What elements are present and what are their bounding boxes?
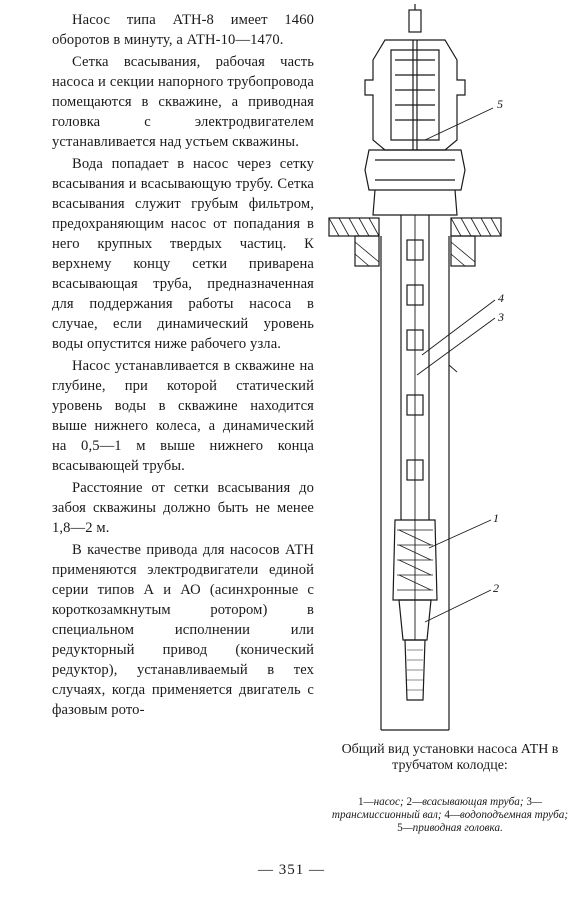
pump-figure bbox=[325, 0, 583, 740]
body-text-column bbox=[52, 10, 314, 722]
label-3: 3 bbox=[498, 310, 504, 324]
foundation-right bbox=[451, 218, 501, 266]
page-number: — 351 — bbox=[258, 862, 325, 878]
drive-head-housing bbox=[365, 40, 465, 150]
pump-drawing bbox=[325, 0, 583, 740]
paragraph: В качестве привода для насосов АТН применяются электродвигатели единой серии типов А и АО (асинхронные с короткозамкнутым ротором) в специальном исполнении или редукторный привод (конический редуктор), устанавливаемый в тех случаях, когда применяется двигатель с фазовым рото- bbox=[52, 542, 314, 718]
foundation-left bbox=[329, 218, 379, 266]
figure-caption: Общий вид установки насоса АТН в трубчатом колодце: bbox=[341, 742, 559, 773]
top-coupling bbox=[409, 10, 421, 32]
paragraph: Вода попадает в насос через сетку всасывания и всасывающую трубу. Сетка всасывания служит грубым фильтром, предохраняющим насос от попадания в него крупных твердых частиц. К верхнему концу сетки приварена всасывающая труба, предназначенная для поддержания работы насоса в случае, если динамический уровень воды опустится ниже рабочего узла. bbox=[52, 156, 314, 352]
paragraph: Насос устанавливается в скважине на глубине, при которой статический уровень воды в скважине находится выше нижнего колеса, а динамический на 0,5—1 м выше нижнего конца всасывающей трубы. bbox=[52, 358, 314, 474]
paragraph: Насос типа АТН-8 имеет 1460 оборотов в минуту, а АТН-10—1470. bbox=[52, 12, 314, 48]
label-2: 2 bbox=[493, 581, 499, 595]
figure-legend: 1—насос; 2—всасывающая труба; 3—трансмиссионный вал; 4—водоподъемная труба; 5—приводная головка. bbox=[331, 796, 569, 834]
paragraph: Сетка всасывания, рабочая часть насоса и секции напорного трубопровода помещаются в скважине, а приводная головка с электродвигателем устанавливается над устьем скважины. bbox=[52, 54, 314, 150]
legend-text: приводная головка. bbox=[412, 822, 503, 834]
label-4: 4 bbox=[498, 291, 504, 305]
label-5: 5 bbox=[497, 97, 503, 111]
head-base bbox=[365, 150, 465, 190]
legend-num: 5 bbox=[397, 822, 403, 834]
paragraph: Расстояние от сетки всасывания до забоя скважины должно быть не менее 1,8—2 м. bbox=[52, 480, 314, 536]
legend-text: водоподъемная труба; bbox=[459, 809, 569, 821]
legend-text: всасывающая труба; bbox=[422, 796, 524, 808]
label-1: 1 bbox=[493, 511, 499, 525]
legend-num: 3 bbox=[526, 796, 532, 808]
legend-text: насос; bbox=[373, 796, 404, 808]
legend-num: 2 bbox=[406, 796, 413, 808]
legend-text: трансмиссионный вал; bbox=[331, 809, 442, 821]
legend-num: 1 bbox=[358, 796, 364, 808]
legend-num: 4 bbox=[444, 809, 450, 821]
